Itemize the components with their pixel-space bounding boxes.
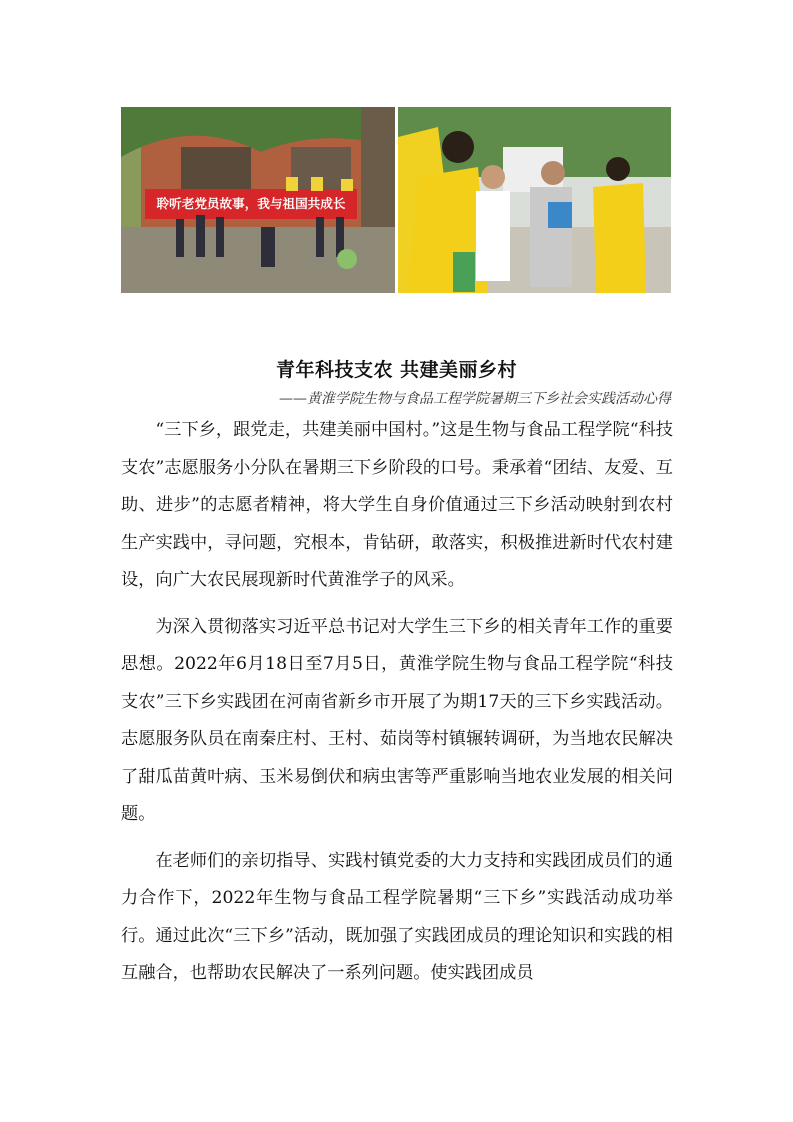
article-title: 青年科技支农 共建美丽乡村 <box>275 359 518 381</box>
article-body <box>121 412 673 993</box>
paragraph-2: 为深入贯彻落实习近平总书记对大学生三下乡的相关青年工作的重要思想。2022年6月18日至7月5日，黄淮学院生物与食品工程学院“科技支农”三下乡实践团在河南省新乡市开展了为期17天的三下乡实践活动。志愿服务队员在南秦庄村、王村、茹岗等村镇辗转调研，为当地农民解决了甜瓜苗黄叶病、玉米易倒伏和病虫害等严重影响当地农业发展的相关问题。 <box>121 616 673 824</box>
group-photo-with-banner <box>121 107 395 293</box>
photo-row <box>121 107 671 293</box>
paragraph-3: 在老师们的亲切指导、实践村镇党委的大力支持和实践团成员们的通力合作下，2022年生物与食品工程学院暑期“三下乡”实践活动成功举行。通过此次“三下乡”活动，既加强了实践团成员的理论知识和实践的相互融合，也帮助农民解决了一系列问题。使实践团成员 <box>121 850 673 983</box>
article-subtitle: ——黄淮学院生物与食品工程学院暑期三下乡社会实践活动心得 <box>279 391 671 407</box>
volunteers-with-villagers-photo <box>398 107 671 293</box>
paragraph-1: “三下乡，跟党走，共建美丽中国村。”这是生物与食品工程学院“科技支农”志愿服务小分队在暑期三下乡阶段的口号。秉承着“团结、友爱、互助、进步”的志愿者精神，将大学生自身价值通过三下乡活动映射到农村生产实践中，寻问题，究根本，肯钻研，敢落实，积极推进新时代农村建设，向广大农民展现新时代黄淮学子的风采。 <box>121 420 673 590</box>
banner-text: 聆听老党员故事，我与祖国共成长 <box>156 196 346 211</box>
